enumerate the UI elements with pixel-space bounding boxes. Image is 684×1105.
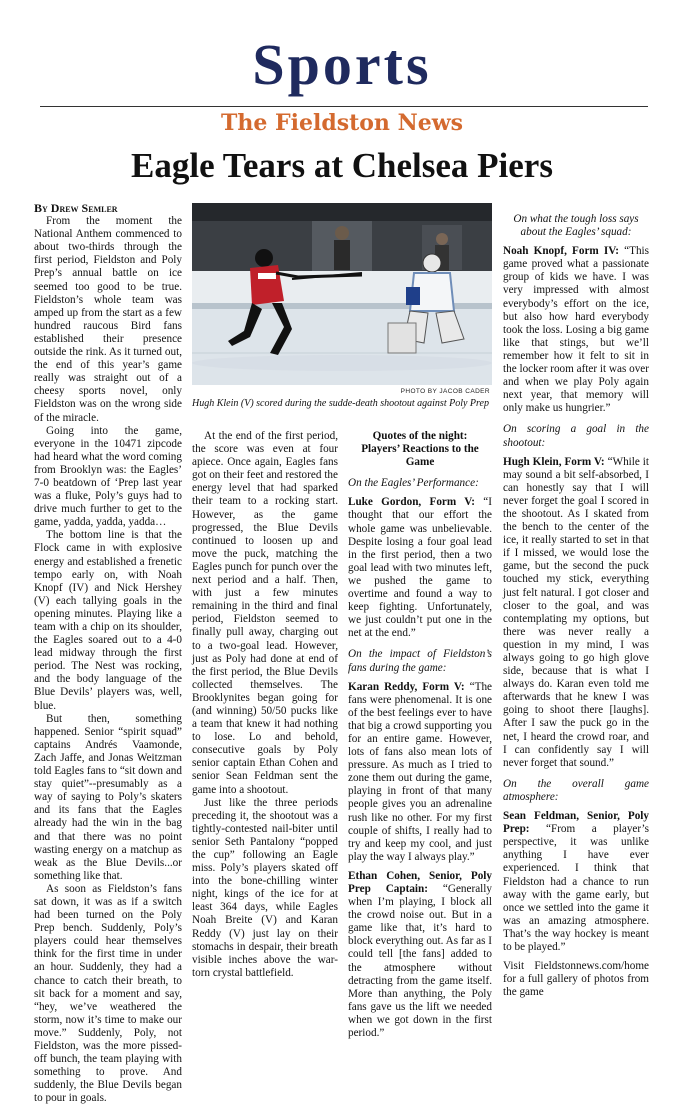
speaker-name: Sean Feldman, Senior, Poly Prep: [503,810,649,836]
article-paragraph: As soon as Fieldston’s fans sat down, it was as if a switch had been turned on the Poly Prep bench. Suddenly, Poly’s players could hear themselves think for the first time in under an hour. Suddenly, they had a chance to catch their breath, to sit back for a moment and say, “hey, we’ve weathered the storm, now it’s time to make our move.” Suddenly, Poly, not Fieldston, was the more pissed-off bunch, the team playing with something to prove. And suddenly, the Blue Devils began to pour in goals. [34,882,182,1105]
quote-text: “I thought that our effort the whole game was unbelievable. Despite losing a four goal lead in the first period, then a two goal lead with two minutes left, we pushed the game to overtime and found a way to keep fighting. Unfortunately, we just couldn’t put one in the net at the end.” [348,496,492,640]
headline: Eagle Tears at Chelsea Piers [131,146,553,185]
photo-credit: PHOTO BY JACOB CADER [400,388,490,395]
header-rule [40,106,648,107]
quotes-heading-line-1: Quotes of the night: [372,430,468,442]
quote-topic: On what the tough loss says about the Eagles’ squad: [513,213,639,239]
quote-topic: On scoring a goal in the shootout: [503,423,649,449]
byline: By Drew Semler [34,201,118,215]
quote-text: “The fans were phenomenal. It is one of the best feelings ever to have that big a crowd supporting you for an entire game. However, lots of fans also mean lots of pressure. As much as I tried to zone them out during the game, playing in front of that many people gives you an adrenaline rush like no other. For my first couple of shifts, I really had to try and keep my cool, and just play the way I always play.” [348,680,492,863]
hockey-photo-illustration [192,203,492,385]
quote-text: “From a player’s perspective, it was unlike anything I have ever experienced. I think that Fieldston had a chance to run away with the game early, but once we settled into the game it was an amazing atmosphere. That’s the way hockey is meant to be played.” [503,823,649,953]
quote-topic: On the overall game atmosphere: [503,777,649,803]
speaker-name: Noah Knopf, Form IV: [503,245,620,258]
article-paragraph: The bottom line is that the Flock came in with explosive energy and established a frenetic tempo early on, with Noah Knopf (IV) and Nick Hershey (V) each tallying goals in the opening minutes. Playing like a team with a chip on its shoulder, the Eagles soared out to a 4-0 lead midway through the first period. The Nest was rocking, and the body language of the Blue Devils’ players was, well, blue. [34,529,182,712]
quote-text: “This game proved what a passionate group of kids we have. I was very impressed with almost everybody’s effort on the ice, but also how hard everybody took the loss. Losing a big game like that stings, but we’ll remember how it felt to sit in the locker room after it was over and when we play Poly again next year, that memory will only make us hungrier.” [503,245,650,415]
article-column-2 [192,430,338,980]
gallery-link-text: Visit Fieldstonnews.com/home for a full gallery of photos from the game [503,960,649,999]
photo-caption: Hugh Klein (V) scored during the sudde-death shootout against Poly Prep [192,398,489,409]
quotes-column-continued [503,205,649,999]
article-paragraph: At the end of the first period, the score was even at four apiece. Once again, Eagles fans got on their feet and restored the energy level that had sparked their team to a rocking start. However, as the game progressed, the Blue Devils continued to loosen up and move the puck, matching the Eagles punch for punch over the next period and a half. Then, with just a few minutes remaining in the third and final period, Fieldston seemed to finally pull away, charging out to a two-goal lead. However, just as Poly had done at end of the first period, the Blue Devils collected themselves. The Brooklynites began going for (and winning) 50/50 pucks like a team that knew it had nothing to lose. Lo and behold, consecutive goals by Poly senior captain Ethan Cohen and senior Sean Feldman sent the game into a shootout. [192,430,338,796]
quotes-column [348,430,492,1040]
quote-text: “While it may sound a bit self-absorbed, I can honestly say that I will never forget the goal I scored in the shootout. As I skated from the bench to the center of the ice, it really started to set in that if I missed, we would lose the game, but the second the puck touched my stick, everything just felt natural. I got closer and closer to the goal, and was contemplating my options, but there was never really a question in my mind, I was always going to go high glove side, because that is what I always do. Karan even told me afterwards that he knew I was going to shoot there [laughs]. After I saw the puck go in the net, I heard the crowd roar, and I can confidently say I will never forget that sound.” [503,455,649,769]
article-paragraph: Going into the game, everyone in the 10471 zipcode had heard what the word coming from Brooklyn was: the Eagles’ 7-0 beatdown of ‘Prep last year was a fluke, Poly’s guys had to drive much further to get to the game, yadda, yadda, yadda… [34,424,182,529]
article-paragraph: But then, something happened. Senior “spirit squad” captains Andrés Vaamonde, Zach Jaffe, and Jonas Weitzman told Eagles fans to “sit down and stay quiet”--presumably as a way of saying to Poly’s skaters and its fans that the Eagles already had the win in the bag and that there was no point wasting energy on a matchup as weak as the Blue Devils...or something like that. [34,712,182,882]
quotes-heading-line-2: Players’ Reactions to the Game [361,443,479,469]
section-title: Sports [252,32,432,97]
masthead-logo: The Fieldston News [220,110,464,136]
quote-item [503,456,649,770]
quote-item [348,681,492,864]
quote-item [348,496,492,640]
quote-topic: On the impact of Fieldston’s fans during the game: [348,648,492,674]
article-column-1 [34,202,182,1105]
article-paragraph: Just like the three periods preceding it, the shootout was a tightly-contested nail-biter until senior Seth Pantalony “popped the cup” following an Eagle miss. Poly’s players skated off into the bone-chilling winter night, kings of the ice for at least 364 days, while Eagles Noah Breite (V) and Karan Reddy (V) just lay on their stomachs in despair, their breath visible inches above the war-torn crystal battlefield. [192,796,338,979]
quote-item [503,245,649,415]
hockey-photo [192,203,492,385]
speaker-name: Luke Gordon, Form V: [348,496,476,509]
quote-topic: On the Eagles’ Performance: [348,477,479,490]
article-paragraph: From the moment the National Anthem commenced to about two-thirds through the first period, Fieldston and Poly Prep’s annual battle on ice seemed too good to be true. Fieldston’s whole team was amped up from the start as a few hundred raucous Bird fans established their presence outside the rink. As it turned out, the end of this year’s game really was straight out of a cheesy sports novel, only Fieldston was on the wrong side of the miracle. [34,215,182,424]
speaker-name: Hugh Klein, Form V: [503,455,605,468]
speaker-name: Karan Reddy, Form V: [348,680,465,693]
quote-item [348,870,492,1040]
speaker-name: Ethan Cohen, Senior, Poly Prep Captain: [348,869,492,895]
quote-text: “Generally when I’m playing, I block all the crowd noise out. But in a game like that, it’s hard to block everything out. As far as I could tell [the fans] added to the atmosphere without detracting from the game itself. More than anything, the Poly fans gave us the lift we needed when we got down in the first period.” [348,883,492,1040]
quote-item [503,810,649,954]
quotes-heading [348,430,492,469]
